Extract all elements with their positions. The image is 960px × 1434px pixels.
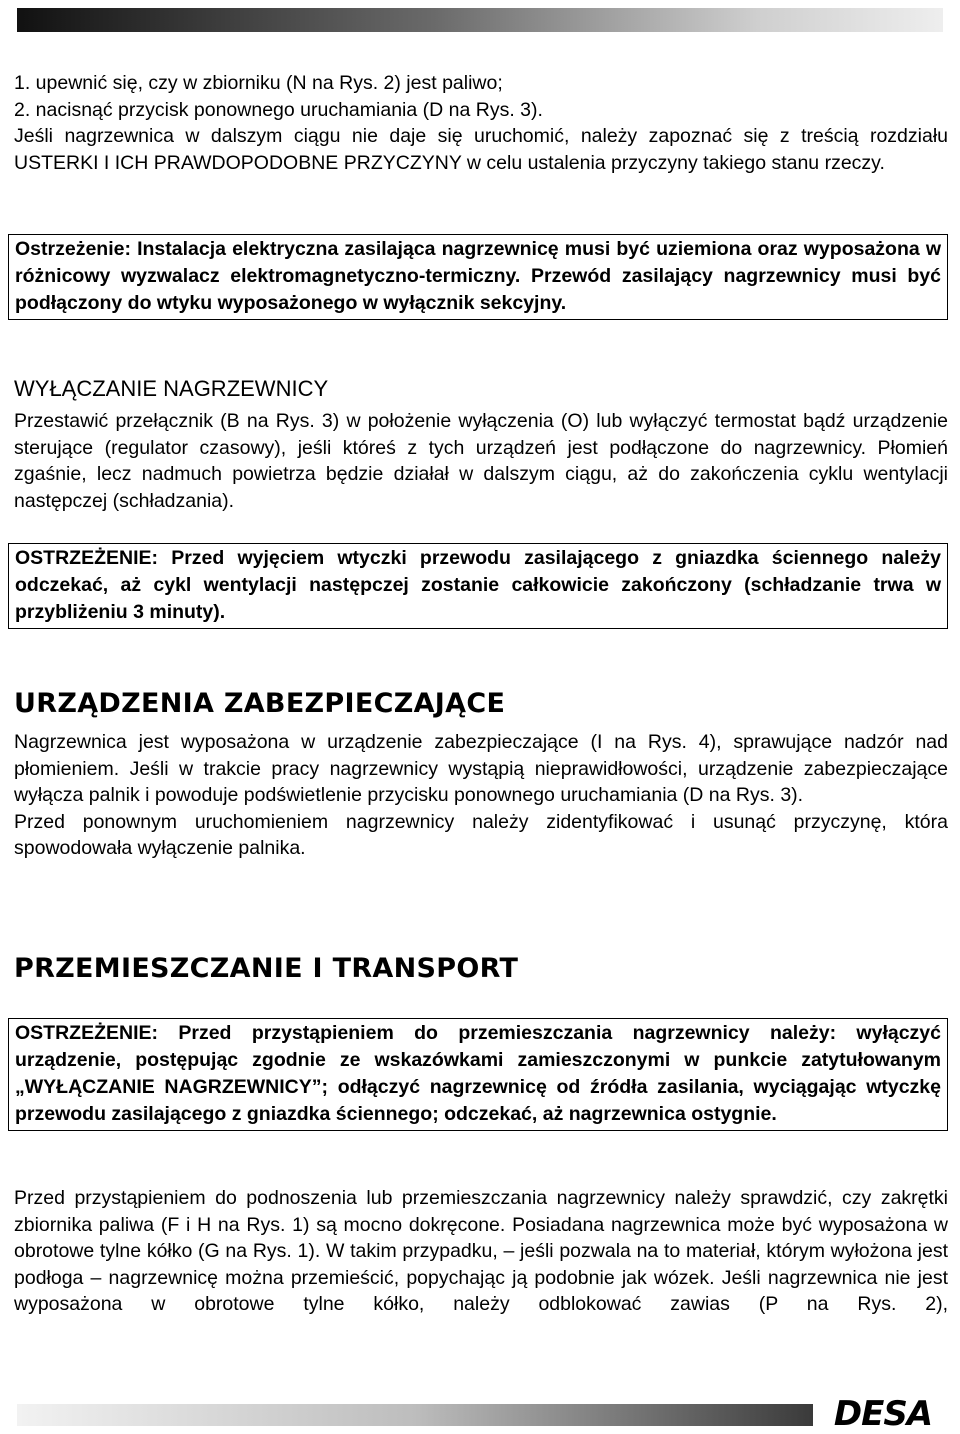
section-heading-shutdown: WYŁĄCZANIE NAGRZEWNICY	[14, 376, 329, 401]
warning-box-transport	[8, 1018, 948, 1131]
safety-text-2: Przed ponownym uruchomieniem nagrzewnicy należy zidentyfikować i usunąć przyczynę, która spowodowała wyłączenie palnika.	[14, 810, 948, 859]
shutdown-section	[14, 408, 948, 514]
intro-section	[14, 70, 948, 176]
transport-section	[14, 1185, 948, 1318]
intro-step-1: 1. upewnić się, czy w zbiorniku (N na Rys. 2) jest paliwo;	[14, 72, 503, 94]
section-heading-safety: URZĄDZENIA ZABEZPIECZAJĄCE	[14, 688, 506, 719]
warning-transport-text: OSTRZEŻENIE: Przed przystąpieniem do przemieszczania nagrzewnicy należy: wyłączyć urządzenie, postępując zgodnie ze wskazówkami zamieszczonymi w punkcie zatytułowanym „WYŁĄCZANIE NAGRZEWNICY”; odłączyć nagrzewnicę od źródła zasilania, wyciągając wtyczkę przewodu zasilającego z gniazdka ściennego; odczekać, aż nagrzewnica ostygnie.	[15, 1022, 941, 1125]
footer-gradient-bar	[17, 1404, 813, 1426]
intro-paragraph: Jeśli nagrzewnica w dalszym ciągu nie daje się uruchomić, należy zapoznać się z treścią rozdziału USTERKI I ICH PRAWDOPODOBNE PRZYCZYNY w celu ustalenia przyczyny takiego stanu rzeczy.	[14, 125, 948, 174]
warning-box-electrical	[8, 234, 948, 320]
warning-box-unplug	[8, 543, 948, 629]
warning-unplug-text: OSTRZEŻENIE: Przed wyjęciem wtyczki przewodu zasilającego z gniazdka ściennego należy odczekać, aż cykl wentylacji następczej zostanie całkowicie zakończony (schładzanie trwa w przybliżeniu 3 minuty).	[15, 547, 941, 623]
safety-text-1: Nagrzewnica jest wyposażona w urządzenie zabezpieczające (I na Rys. 4), sprawujące nadzór nad płomieniem. Jeśli w trakcie pracy nagrzewnicy wystąpią nieprawidłowości, urządzenie zabezpieczające wyłącza palnik i powoduje podświetlenie przycisku ponownego uruchamiania (D na Rys. 3).	[14, 731, 948, 806]
shutdown-text: Przestawić przełącznik (B na Rys. 3) w położenie wyłączenia (O) lub wyłączyć termostat bądź urządzenie sterujące (regulator czasowy), jeśli któreś z tych urządzeń jest podłączone do nagrzewnicy. Płomień zgaśnie, lecz nadmuch powietrza będzie działał w dalszym ciągu, aż do zakończenia cyklu wentylacji następczej (schładzania).	[14, 410, 948, 512]
safety-section	[14, 729, 948, 862]
intro-step-2: 2. nacisnąć przycisk ponownego uruchamiania (D na Rys. 3).	[14, 98, 543, 121]
section-heading-transport: PRZEMIESZCZANIE I TRANSPORT	[14, 953, 519, 984]
header-gradient-bar	[17, 8, 943, 32]
warning-electrical-text: Ostrzeżenie: Instalacja elektryczna zasilająca nagrzewnicę musi być uziemiona oraz wyposażona w różnicowy wyzwalacz elektromagnetyczno-termiczny. Przewód zasilający nagrzewnicy musi być podłączony do wtyku wyposażonego w wyłącznik sekcyjny.	[15, 238, 941, 314]
transport-text: Przed przystąpieniem do podnoszenia lub przemieszczania nagrzewnicy należy sprawdzić, czy zakrętki zbiornika paliwa (F i H na Rys. 1) są mocno dokręcone. Posiadana nagrzewnica może być wyposażona w obrotowe tylne kółko (G na Rys. 1). W takim przypadku, – jeśli pozwala na to materiał, którym wyłożona jest podłoga – nagrzewnicę można przemieścić, popychając ją podobnie jak wózek. Jeśli nagrzewnica nie jest wyposażona w obrotowe tylne kółko, należy odblokować zawias (P na Rys. 2),	[14, 1187, 948, 1315]
brand-logo: DESA	[833, 1394, 933, 1434]
